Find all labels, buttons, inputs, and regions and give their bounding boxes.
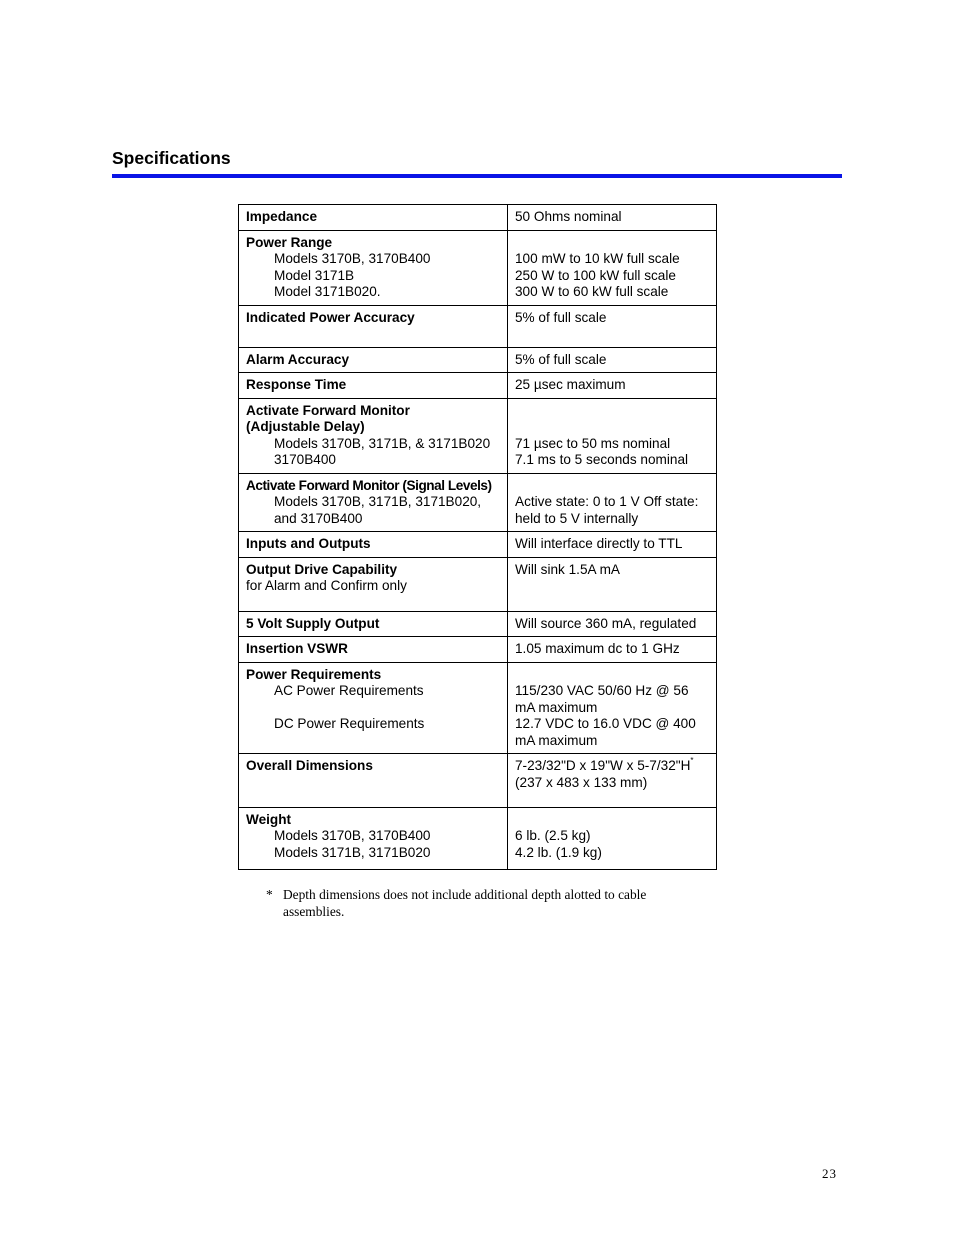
spec-sub-label: Model 3171B020. [274,284,381,299]
spec-label: Overall Dimensions [246,758,373,773]
spec-value: 7.1 ms to 5 seconds nominal [515,452,689,467]
spec-sub-label: Models 3170B, 3171B, 3171B020, [274,494,482,509]
spec-value: 100 mW to 10 kW full scale [515,251,680,266]
spec-label: Output Drive Capability [246,561,398,577]
spec-value-cell [508,205,717,231]
spec-value: 1.05 maximum dc to 1 GHz [515,641,680,656]
spec-value: 250 W to 100 kW full scale [515,267,676,283]
spec-value-cell [508,754,717,808]
spec-label-cell [239,230,508,305]
spec-label: Power Requirements [246,666,382,682]
table-row [239,662,717,754]
spec-value-cell [508,305,717,347]
spec-value-cell [508,373,717,399]
spec-value-cell [508,473,717,532]
spec-value: 25 µsec maximum [515,377,626,392]
spec-value: 6 lb. (2.5 kg) [515,828,591,843]
spec-label-cell [239,373,508,399]
spec-label-cell [239,557,508,611]
spec-value: 71 µsec to 50 ms nominal [515,435,671,451]
specifications-table [238,204,717,870]
spec-sub-label: Models 3170B, 3170B400 [274,828,431,843]
table-row [239,611,717,637]
table-row [239,230,717,305]
table-row [239,557,717,611]
spec-label: Power Range [246,234,333,250]
spec-value: 300 W to 60 kW full scale [515,284,669,299]
spec-label: Impedance [246,209,318,224]
spec-label-cell [239,754,508,808]
spec-sub-label: Models 3170B, 3171B, & 3171B020 [274,435,491,451]
spec-label: Insertion VSWR [246,641,348,656]
footnote-reference: * [690,756,694,765]
spec-label: Alarm Accuracy [246,351,350,367]
spec-value-cell [508,532,717,558]
page-title: Specifications [112,148,231,168]
spec-label-note: for Alarm and Confirm only [246,578,407,593]
spec-value: 4.2 lb. (1.9 kg) [515,844,602,860]
spec-label: Weight [246,811,292,827]
table-row [239,754,717,808]
spec-label-cell [239,398,508,473]
table-row [239,637,717,663]
spec-label-cell [239,347,508,373]
spec-value: Will source 360 mA, regulated [515,615,697,631]
footnote [266,886,706,920]
spec-label: 5 Volt Supply Output [246,615,380,631]
table-row [239,305,717,347]
spec-label-cell [239,807,508,870]
footnote-mark: * [266,887,273,902]
spec-label-cell [239,305,508,347]
spec-sub-label: Models 3171B, 3171B020 [274,844,431,860]
footnote-text: Depth dimensions does not include additional depth alotted to cable assemblies. [283,887,647,919]
spec-value: Will interface directly to TTL [515,536,683,551]
spec-value: 115/230 VAC 50/60 Hz @ 56 mA maximum [515,683,689,715]
spec-value: 7-23/32"D x 19"W x 5-7/32"H [515,758,691,773]
spec-value-cell [508,398,717,473]
spec-value-cell [508,611,717,637]
spec-value: (237 x 483 x 133 mm) [515,774,648,790]
spec-label: Activate Forward Monitor (Signal Levels) [246,477,492,493]
title-rule [112,174,842,178]
table-row [239,205,717,231]
spec-value: 5% of full scale [515,309,607,325]
spec-value-cell [508,557,717,611]
spec-label: Indicated Power Accuracy [246,309,415,325]
spec-label: Inputs and Outputs [246,536,371,551]
spec-sub-label: Models 3170B, 3170B400 [274,251,431,266]
spec-label-continued: (Adjustable Delay) [246,419,365,434]
spec-value-cell [508,230,717,305]
spec-value: held to 5 V internally [515,510,639,526]
table-row [239,473,717,532]
table-row [239,532,717,558]
spec-sub-label: DC Power Requirements [274,716,425,731]
spec-label-cell [239,205,508,231]
spec-label-cell [239,473,508,532]
table-row [239,373,717,399]
spec-label-cell [239,637,508,663]
spec-label: Response Time [246,377,347,392]
table-row [239,398,717,473]
spec-sub-label: and 3170B400 [274,510,363,526]
spec-value: Will sink 1.5A mA [515,561,620,577]
table-row [239,807,717,870]
spec-value-cell [508,662,717,754]
spec-value-cell [508,637,717,663]
spec-value: 5% of full scale [515,351,607,367]
spec-label: Activate Forward Monitor [246,402,410,418]
spec-label-cell [239,611,508,637]
spec-sub-label: 3170B400 [274,452,336,467]
spec-value: Active state: 0 to 1 V Off state: [515,494,699,509]
table-row [239,347,717,373]
spec-value-cell [508,347,717,373]
spec-label-cell [239,662,508,754]
spec-value: 50 Ohms nominal [515,209,622,224]
spec-label-cell [239,532,508,558]
spec-sub-label: Model 3171B [274,267,355,283]
spec-value: 12.7 VDC to 16.0 VDC @ 400 mA maximum [515,716,696,748]
spec-value-cell [508,807,717,870]
page-number: 23 [822,1166,837,1181]
spec-sub-label: AC Power Requirements [274,683,424,698]
